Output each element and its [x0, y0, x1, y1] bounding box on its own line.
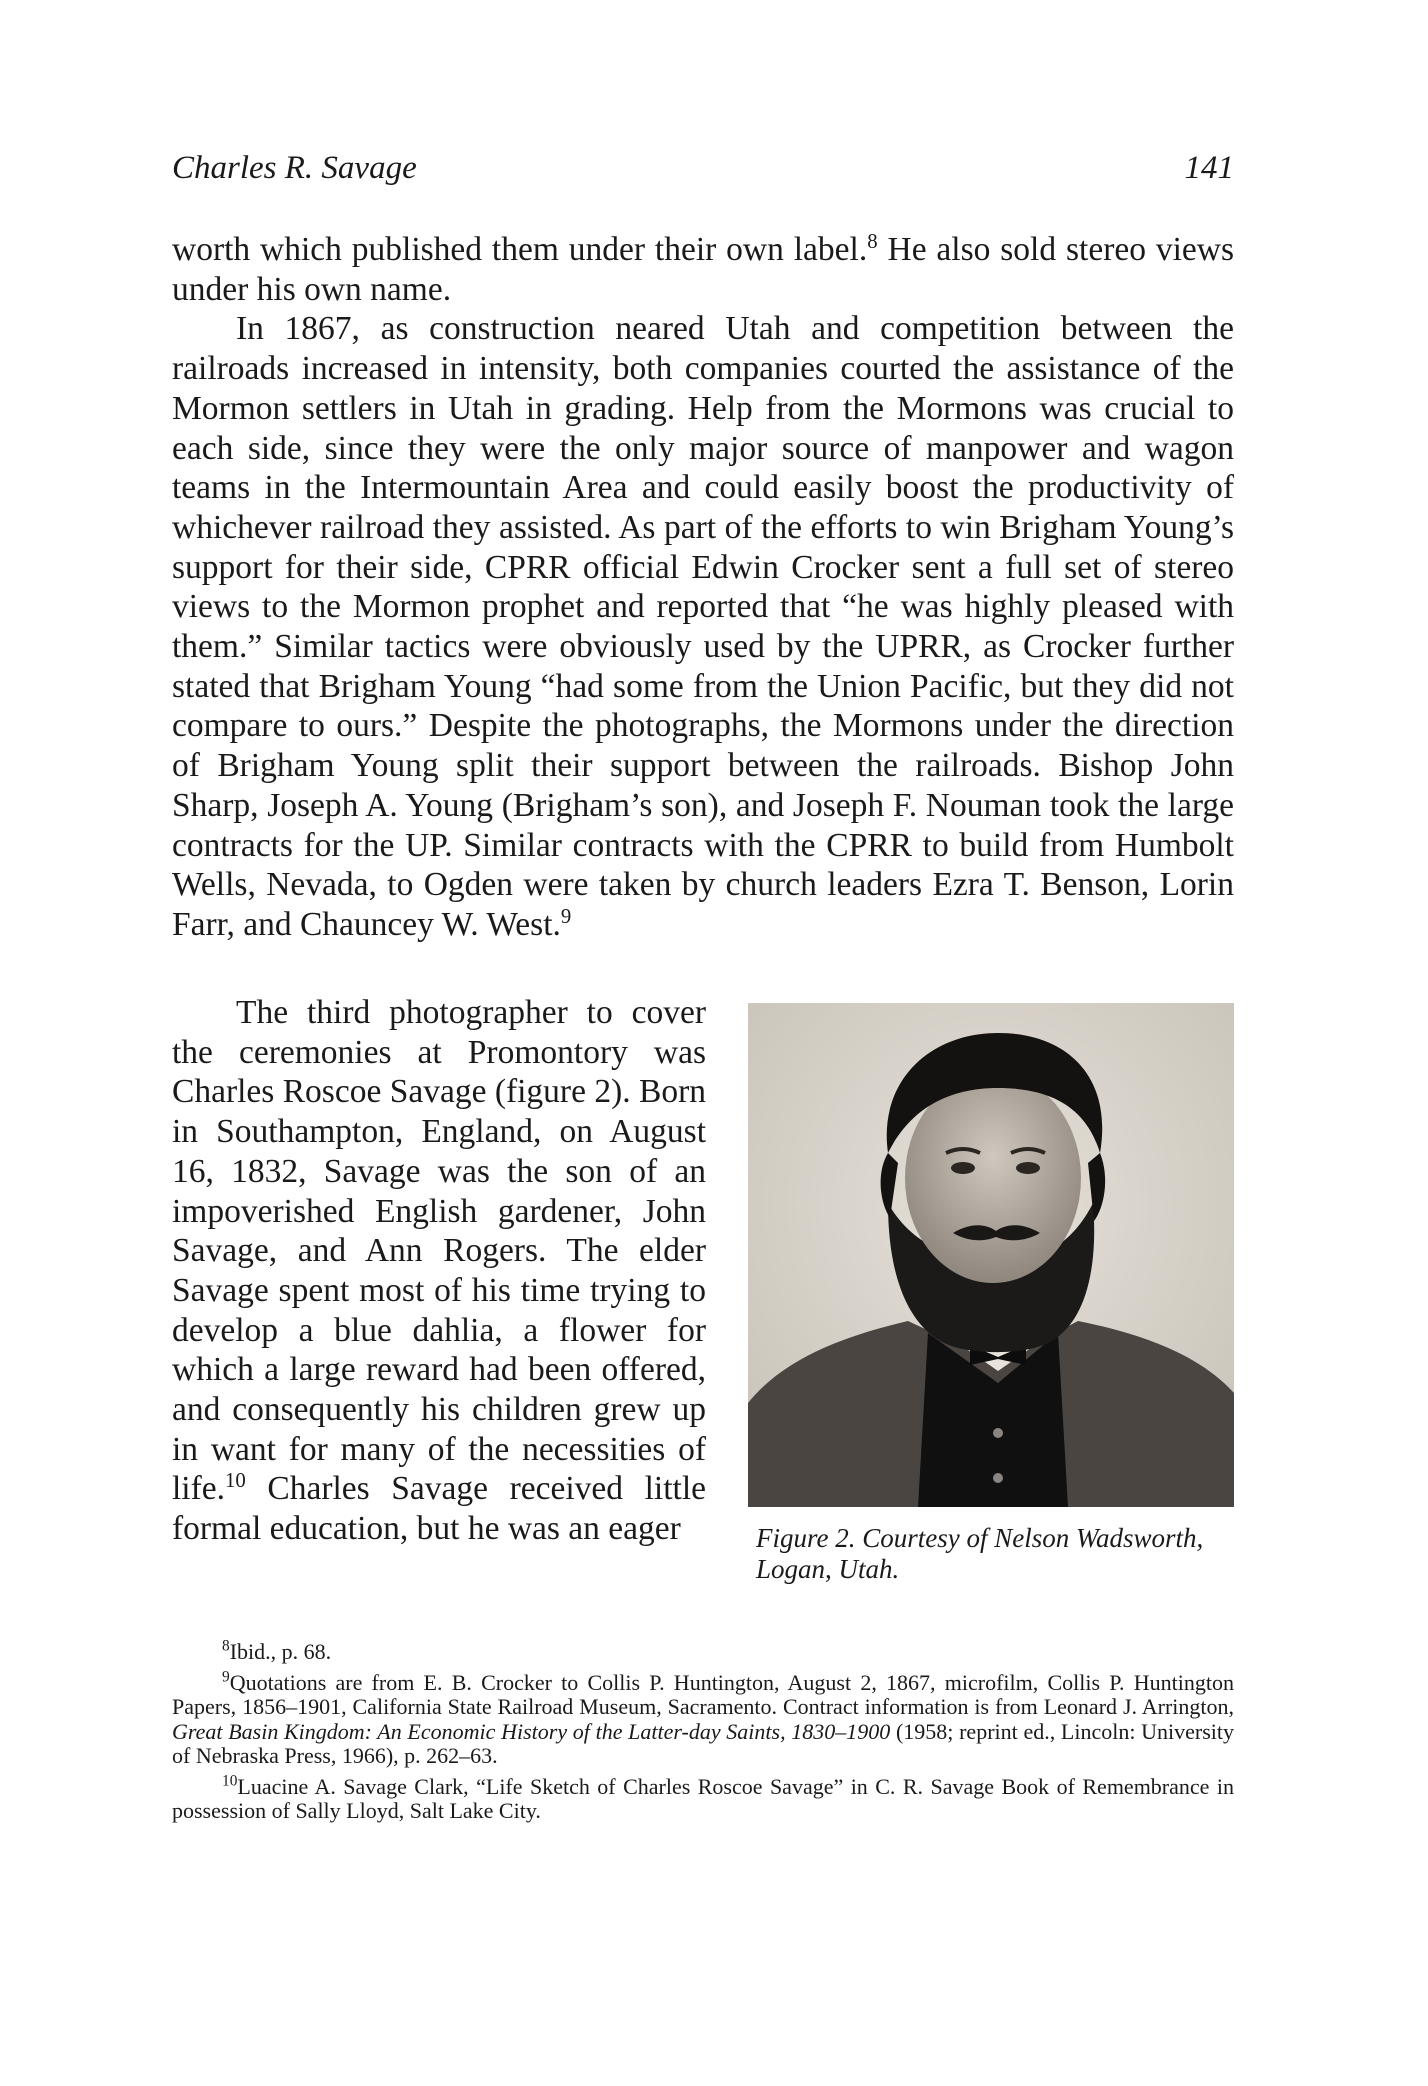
paragraph-1-tail: He also sold stereo views under his own name. [172, 231, 1234, 308]
footnote-10 [172, 1772, 1234, 1824]
page-number: 141 [1184, 150, 1234, 186]
footnote-10-number: 10 [222, 1772, 238, 1790]
paragraph-2 [172, 309, 1234, 944]
paragraph-3 [172, 993, 706, 1549]
footnote-9-number: 9 [222, 1668, 230, 1686]
paragraph-1 [172, 230, 1234, 309]
footnote-ref-10: 10 [225, 1469, 246, 1493]
footnote-9 [172, 1668, 1235, 1769]
running-head-title: Charles R. Savage [172, 150, 417, 186]
running-head [172, 150, 1234, 194]
footnote-8-text: Ibid., p. 68. [229, 1639, 332, 1664]
footnote-ref-8: 8 [867, 229, 878, 253]
paragraph-3-text: The third photographer to cover the ceremonies at Promontory was Charles Roscoe Savage (figure 2). Born in Southampton, England, on August 16, 1832, Savage was the son of an impoverished English gardener, John Savage, and Ann Rogers. The elder Savage spent most of his time trying to develop a blue dahlia, a flower for which a large reward had been offered, and consequently his children grew up in want for many of the necessities of life. [172, 994, 706, 1508]
figure-caption: Figure 2. Courtesy of Nelson Wadsworth, Logan, Utah. [756, 1523, 1204, 1584]
footnotes [172, 1637, 1235, 1830]
footnote-9-text-end: (1958; reprint ed., Lincoln: University of Nebraska Press, 1966), p. 262–63. [172, 1718, 1235, 1768]
body-text-wrap [172, 993, 706, 1549]
footnote-8 [172, 1637, 1234, 1665]
footnote-10-text: Luacine A. Savage Clark, “Life Sketch of Charles Roscoe Savage” in C. R. Savage Book of Remembrance in possession of Sally Lloyd, Salt Lake City. [172, 1773, 1234, 1823]
footnote-9-book-title: Great Basin Kingdom: An Economic History of the Latter-day Saints, 1830–1900 [172, 1718, 891, 1744]
footnote-ref-9: 9 [560, 904, 572, 928]
paragraph-3-tail: Charles Savage received little formal education, but he was an eager [172, 1470, 706, 1548]
body-text-top [172, 230, 1234, 945]
portrait-photo [748, 1003, 1234, 1507]
figure-2 [748, 1003, 1234, 1585]
paragraph-1-text: worth which published them under their own label. [172, 231, 868, 268]
footnote-8-number: 8 [222, 1637, 230, 1655]
paragraph-2-text: In 1867, as construction neared Utah and competition between the railroads increased in intensity, both companies courted the assistance of the Mormon settlers in Utah in grading. Help from the Mormons was crucial to each side, since they were the only major source of manpower and wagon teams in the Intermountain Area and could easily boost the productivity of whichever railroad they assisted. As part of the efforts to win Brigham Young’s support for their side, CPRR official Edwin Crocker sent a full set of stereo views to the Mormon prophet and reported that “he was highly pleased with them.” Similar tactics were obviously used by the UPRR, as Crocker further stated that Brigham Young “had some from the Union Pacific, but they did not compare to ours.” Despite the photographs, the Mormons under the direction of Brigham Young split their support between the railroads. Bishop John Sharp, Joseph A. Young (Brigham’s son), and Joseph F. Nouman took the large contracts for the UP. Similar contracts with the CPRR to build from Humbolt Wells, Nevada, to Ogden were taken by church leaders Ezra T. Benson, Lorin Farr, and Chauncey W. West. [172, 310, 1234, 943]
footnote-9-text: Quotations are from E. B. Crocker to Collis P. Huntington, August 2, 1867, microfilm, Collis P. Huntington Papers, 1856–1901, California State Railroad Museum, Sacramento. Contract information is from Leonard J. Arrington, [172, 1669, 1234, 1719]
